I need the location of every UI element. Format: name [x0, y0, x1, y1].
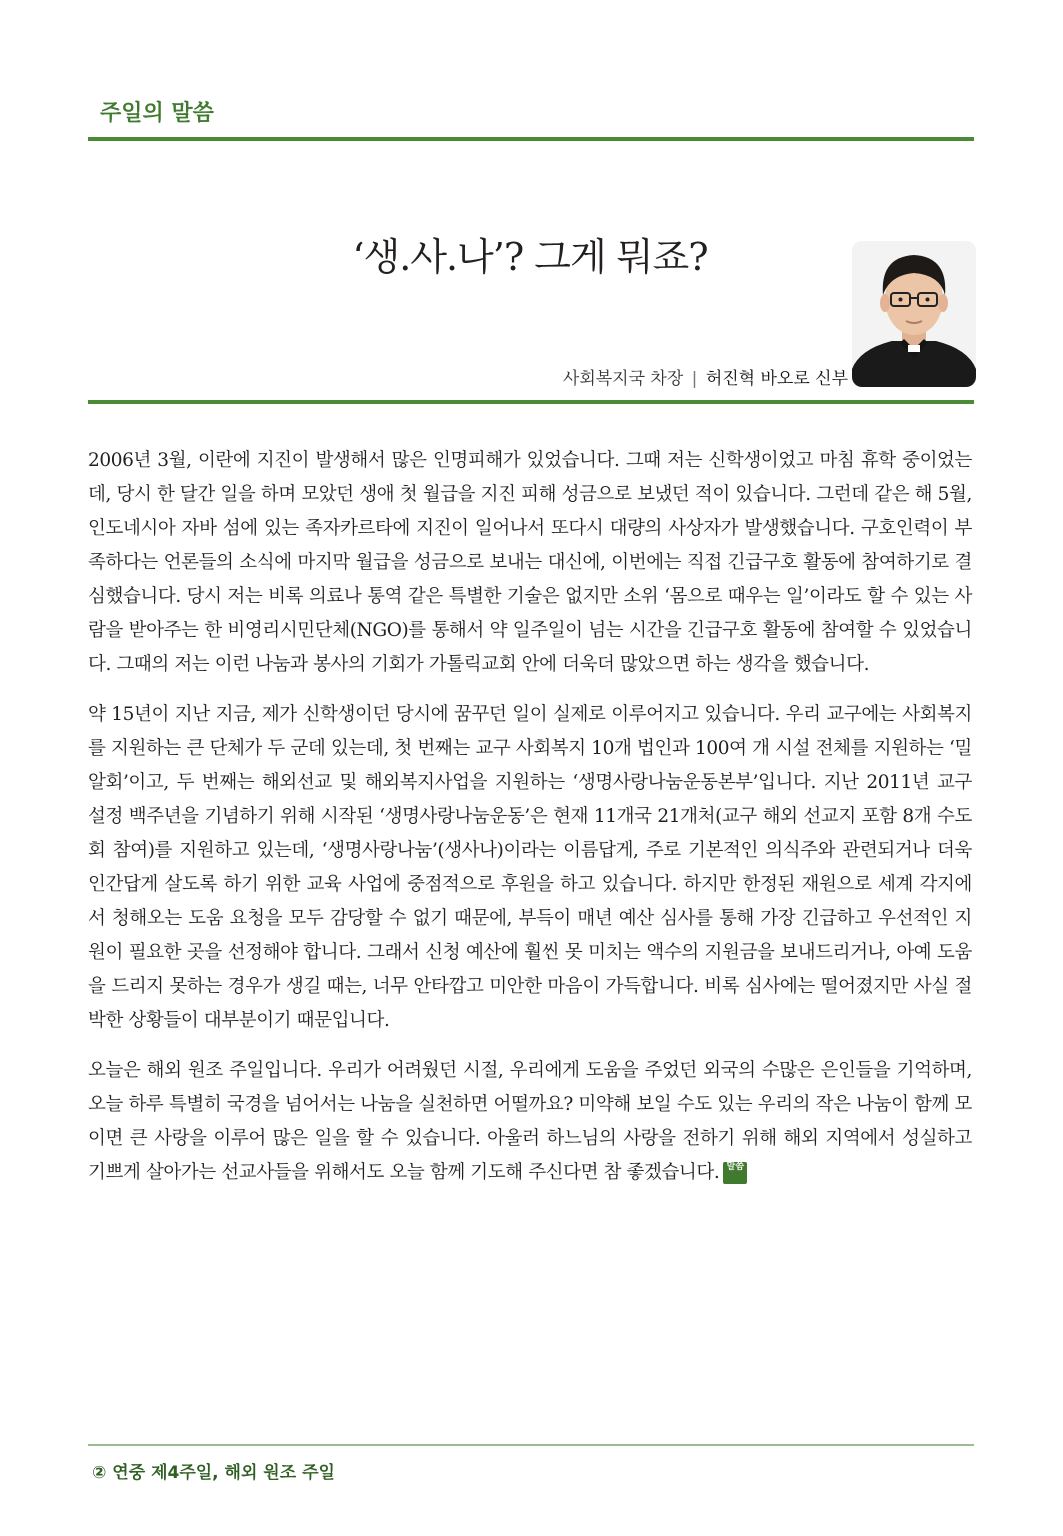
article-title: ‘생.사.나’? 그게 뭐죠? [352, 235, 708, 279]
end-mark-icon: 말씀 [723, 1162, 747, 1184]
paragraph-3-text: 오늘은 해외 원조 주일입니다. 우리가 어려웠던 시절, 우리에게 도움을 주었던 외국의 수많은 은인들을 기억하며, 오늘 하루 특별히 국경을 넘어서는 나눔을 실천하면 어떨까요? 미약해 보일 수도 있는 우리의 작은 나눔이 함께 모이면 큰 사랑을 이루어 많은 일을 할 수 있습니다. 아울러 하느님의 사랑을 전하기 위해 해외 지역에서 성실하고 기쁘게 살아가는 선교사들을 위해서도 오늘 함께 기도해 주신다면 참 좋겠습니다. [88, 1060, 972, 1183]
author-portrait [852, 241, 976, 387]
footer-divider [88, 1444, 974, 1446]
author-name: 허진혁 바오로 신부 [705, 369, 848, 389]
footer-page-info: ② 연중 제4주일, 해외 원조 주일 [92, 1463, 335, 1483]
paragraph-1: 2006년 3월, 이란에 지진이 발생해서 많은 인명피해가 있었습니다. 그때 저는 신학생이었고 마침 휴학 중이었는데, 당시 한 달간 일을 하며 모았던 생애 첫 월급을 지진 피해 성금으로 보냈던 적이 있습니다. 그런데 같은 해 5월, 인도네시아 자바 섬에 있는 족자카르타에 지진이 일어나서 또다시 대량의 사상자가 발생했습니다. 구호인력이 부족하다는 언론들의 소식에 마지막 월급을 성금으로 보내는 대신에, 이번에는 직접 긴급구호 활동에 참여하기로 결심했습니다. 당시 저는 비록 의료나 통역 같은 특별한 기술은 없지만 소위 ‘몸으로 때우는 일’이라도 할 수 있는 사람을 받아주는 한 비영리시민단체(NGO)를 통해서 약 일주일이 넘는 시간을 긴급구호 활동에 참여할 수 있었습니다. 그때의 저는 이런 나눔과 봉사의 기회가 가톨릭교회 안에 더욱더 많았으면 하는 생각을 했습니다. [88, 450, 972, 675]
article-body [88, 444, 972, 1206]
byline [563, 364, 848, 389]
top-divider [88, 137, 974, 141]
paragraph-2: 약 15년이 지난 지금, 제가 신학생이던 당시에 꿈꾸던 일이 실제로 이루어지고 있습니다. 우리 교구에는 사회복지를 지원하는 큰 단체가 두 군데 있는데, 첫 번째는 교구 사회복지 10개 법인과 100여 개 시설 전체를 지원하는 ‘밀알회’이고, 두 번째는 해외선교 및 해외복지사업을 지원하는 ‘생명사랑나눔운동본부’입니다. 지난 2011년 교구 설정 백주년을 기념하기 위해 시작된 ‘생명사랑나눔운동’은 현재 11개국 21개처(교구 해외 선교지 포함 8개 수도회 참여)를 지원하고 있는데, ‘생명사랑나눔’(생사나)이라는 이름답게, 주로 기본적인 의식주와 관련되거나 더욱 인간답게 살도록 하기 위한 교육 사업에 중점적으로 후원을 하고 있습니다. 하지만 한정된 재원으로 세계 각지에서 청해오는 도움 요청을 모두 감당할 수 없기 때문에, 부득이 매년 예산 심사를 통해 가장 긴급하고 우선적인 지원이 필요한 곳을 선정해야 합니다. 그래서 신청 예산에 훨씬 못 미치는 액수의 지원금을 보내드리거나, 아예 도움을 드리지 못하는 경우가 생길 때는, 너무 안타깝고 미안한 마음이 가득합니다. 비록 심사에는 떨어졌지만 사실 절박한 상황들이 대부분이기 때문입니다. [88, 704, 972, 1031]
author-position: 사회복지국 차장 [562, 369, 684, 389]
paragraph-3 [88, 1054, 972, 1190]
section-label: 주일의 말씀 [100, 101, 214, 126]
byline-separator: | [691, 369, 698, 389]
header-divider [88, 400, 974, 404]
